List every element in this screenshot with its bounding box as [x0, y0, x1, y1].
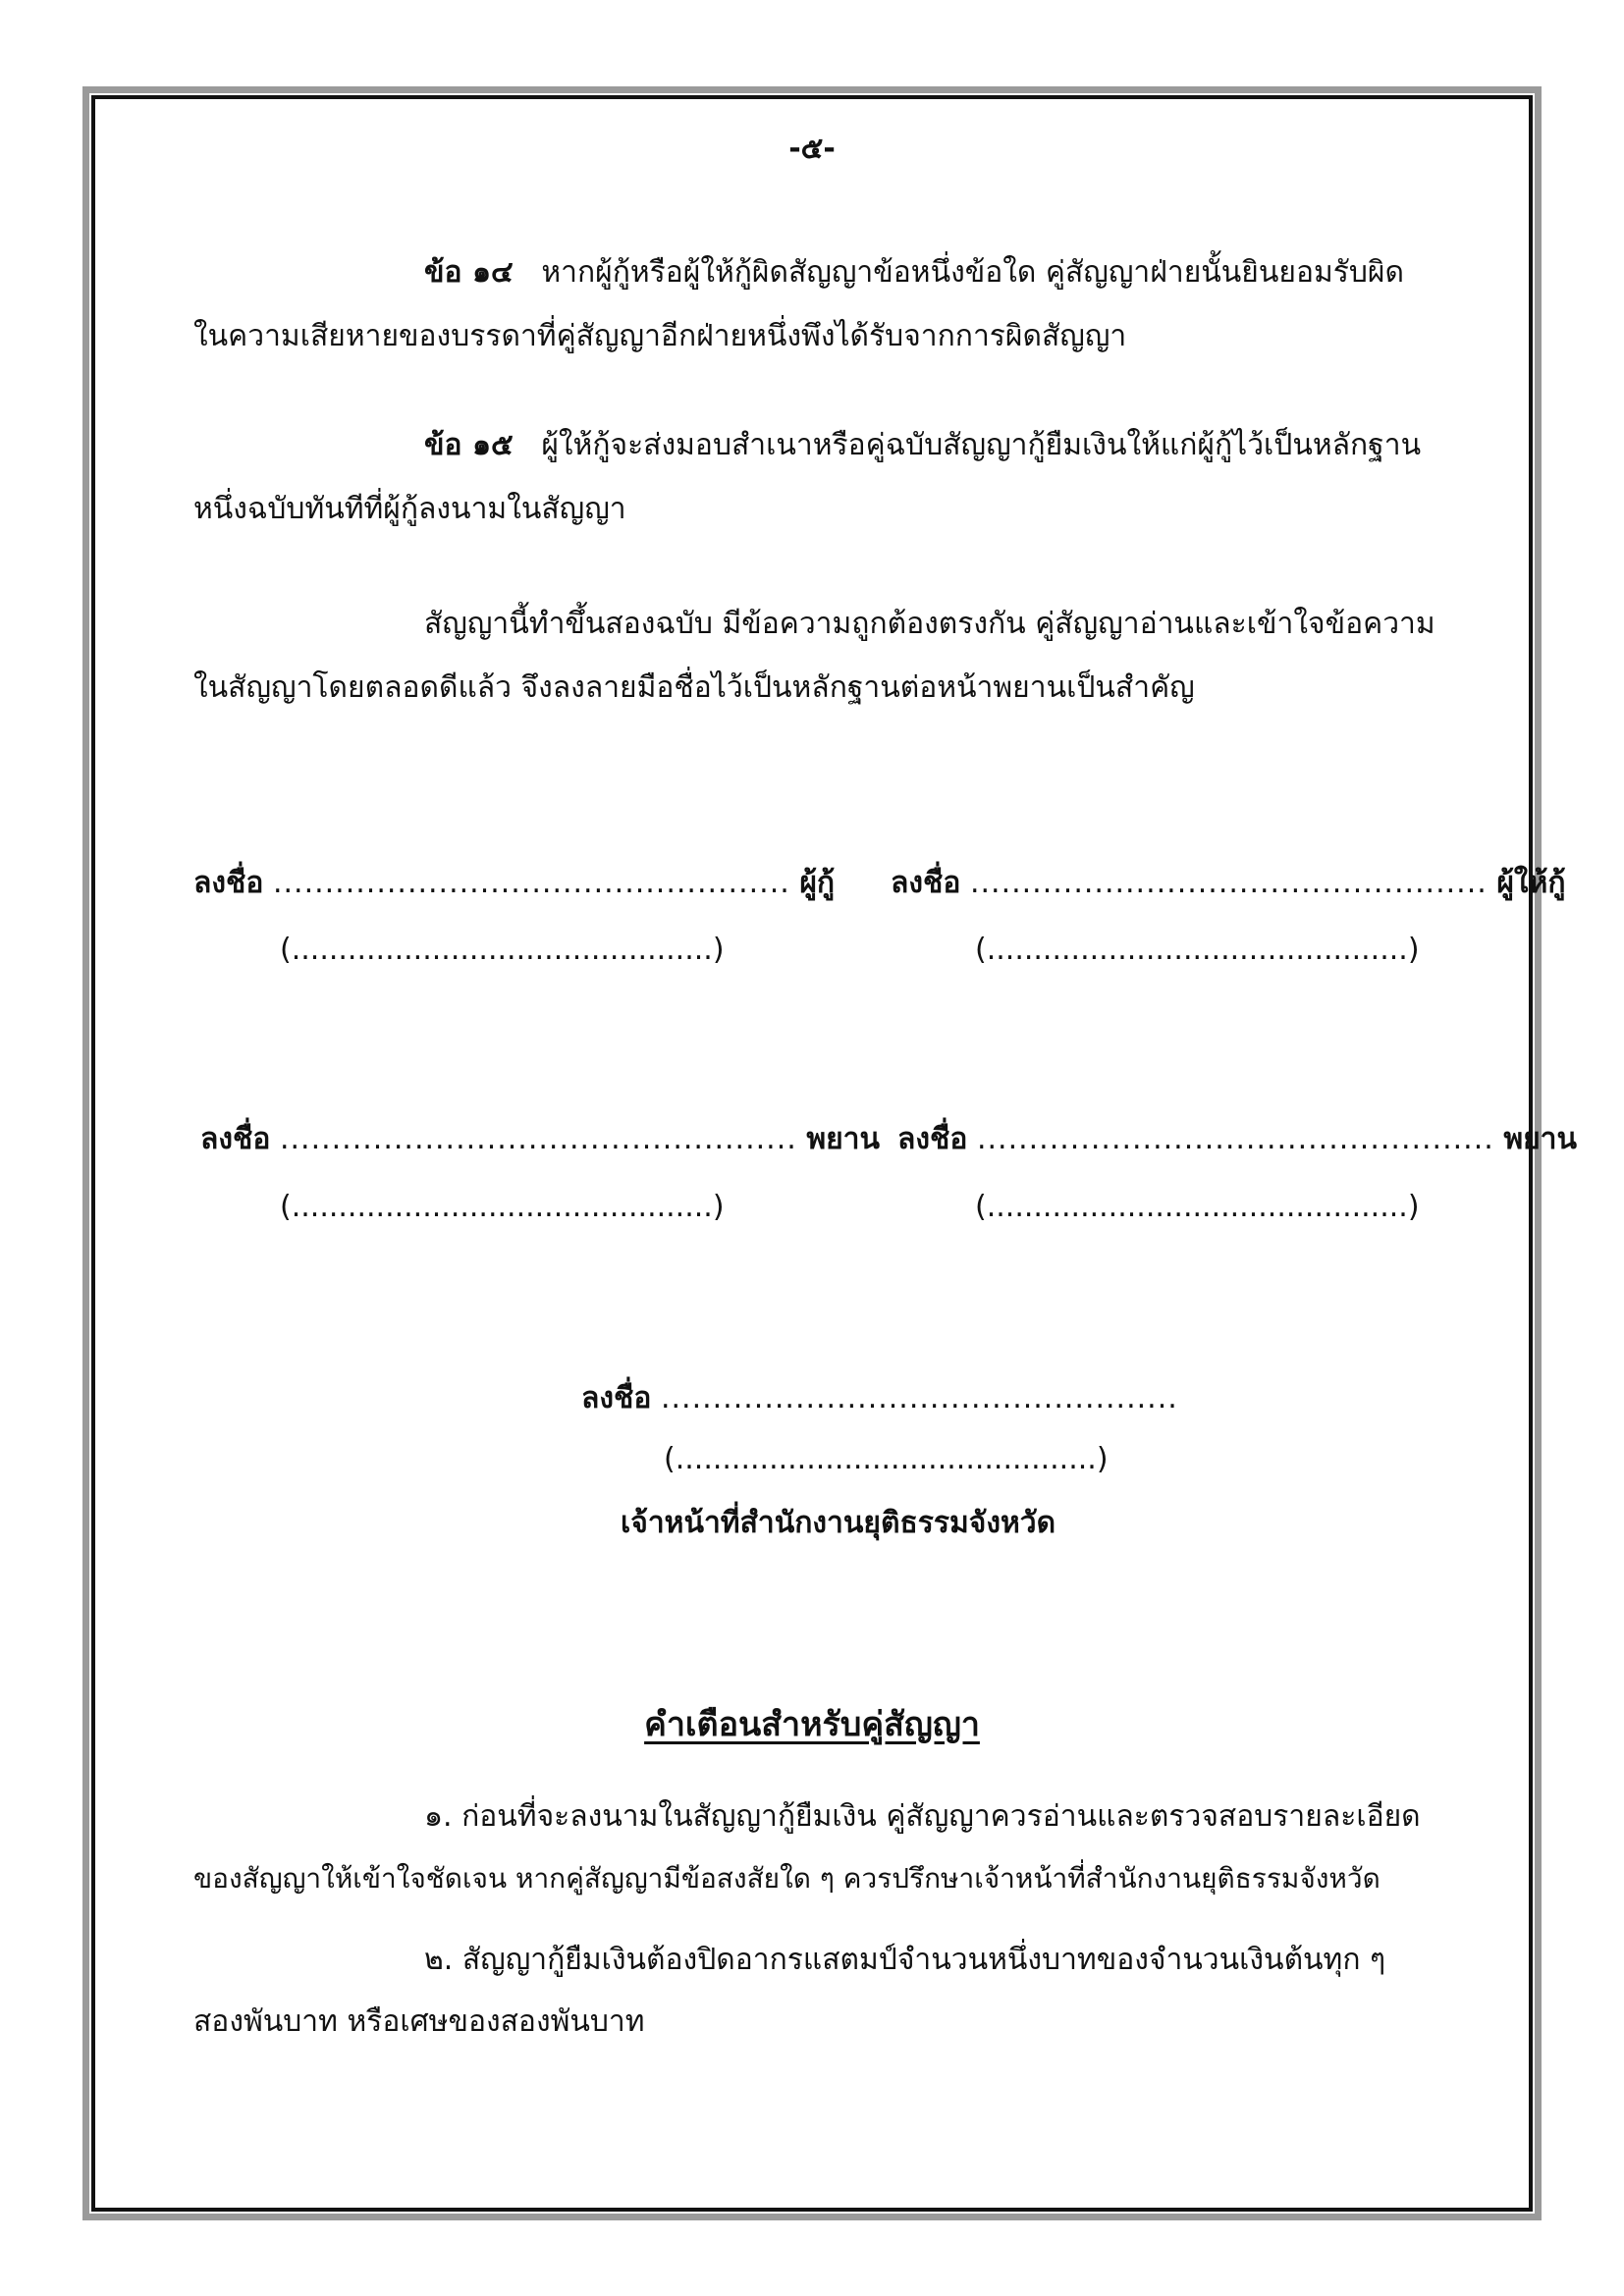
- witness-role: พยาน: [1503, 1122, 1578, 1156]
- clause-14-line2: ในความเสียหายของบรรดาที่คู่สัญญาอีกฝ่ายหนึ่งพึงได้รับจากการผิดสัญญา: [193, 319, 1127, 353]
- clause-15-line2: หนึ่งฉบับทันทีที่ผู้กู้ลงนามในสัญญา: [193, 492, 626, 526]
- officer-name-paren: (.............................................): [664, 1442, 1109, 1476]
- warning-item-1-line2: ของสัญญาให้เข้าใจชัดเจน หากคู่สัญญามีข้อสงสัยใด ๆ ควรปรึกษาเจ้าหน้าที่สำนักงานยุติธรรมจังหวัด: [193, 1862, 1380, 1895]
- borrower-name-paren: (.............................................): [280, 933, 725, 967]
- witness-2-name-paren: (.............................................): [975, 1190, 1420, 1224]
- signature-lender: [891, 866, 1566, 901]
- warning-title: คำเตือนสำหรับคู่สัญญา: [644, 1705, 980, 1744]
- clause-14-text: หากผู้กู้หรือผู้ให้กู้ผิดสัญญาข้อหนึ่งข้อใด คู่สัญญาฝ่ายนั้นยินยอมรับผิด: [541, 255, 1404, 290]
- signature-line: ..................................................: [969, 866, 1488, 900]
- lender-name-paren: (.............................................): [975, 933, 1420, 967]
- clause-15-text: ผู้ให้กู้จะส่งมอบสำเนาหรือคู่ฉบับสัญญากู้ยืมเงินให้แก่ผู้กู้ไว้เป็นหลักฐาน: [541, 428, 1422, 462]
- borrower-role: ผู้กู้: [799, 866, 836, 900]
- signature-line: ..................................................: [279, 1122, 797, 1156]
- signature-line: ..................................................: [660, 1381, 1178, 1415]
- closing-line2: ในสัญญาโดยตลอดดีแล้ว จึงลงลายมือชื่อไว้เป็นหลักฐานต่อหน้าพยานเป็นสำคัญ: [193, 670, 1195, 705]
- signature-line: ..................................................: [272, 866, 790, 900]
- witness-1-name-paren: (.............................................): [280, 1190, 725, 1224]
- clause-14-line1: [424, 255, 1404, 291]
- closing-line1: สัญญานี้ทำขึ้นสองฉบับ มีข้อความถูกต้องตรงกัน คู่สัญญาอ่านและเข้าใจข้อความ: [424, 607, 1435, 641]
- signature-witness-2: [897, 1122, 1577, 1157]
- signature-officer: [581, 1381, 1178, 1416]
- lender-role: ผู้ให้กู้: [1496, 866, 1566, 900]
- signature-witness-1: [200, 1122, 880, 1157]
- sign-label: ลงชื่อ: [193, 866, 264, 900]
- clause-15-label: ข้อ ๑๕: [424, 428, 514, 462]
- witness-role: พยาน: [806, 1122, 881, 1156]
- warning-item-2-line2: สองพันบาท หรือเศษของสองพันบาท: [193, 2004, 645, 2039]
- page-number: -๕-: [788, 132, 836, 166]
- sign-label: ลงชื่อ: [891, 866, 961, 900]
- warning-item-2-line1: ๒. สัญญากู้ยืมเงินต้องปิดอากรแสตมป์จำนวนหนึ่งบาทของจำนวนเงินต้นทุก ๆ: [424, 1943, 1386, 1977]
- signature-borrower: [193, 866, 835, 901]
- officer-role: เจ้าหน้าที่สำนักงานยุติธรรมจังหวัด: [621, 1506, 1056, 1540]
- sign-label: ลงชื่อ: [200, 1122, 271, 1156]
- sign-label: ลงชื่อ: [581, 1381, 652, 1415]
- clause-14-label: ข้อ ๑๔: [424, 255, 514, 290]
- sign-label: ลงชื่อ: [897, 1122, 968, 1156]
- signature-line: ..................................................: [976, 1122, 1494, 1156]
- clause-15-line1: [424, 428, 1421, 463]
- warning-item-1-line1: ๑. ก่อนที่จะลงนามในสัญญากู้ยืมเงิน คู่สัญญาควรอ่านและตรวจสอบรายละเอียด: [424, 1799, 1421, 1834]
